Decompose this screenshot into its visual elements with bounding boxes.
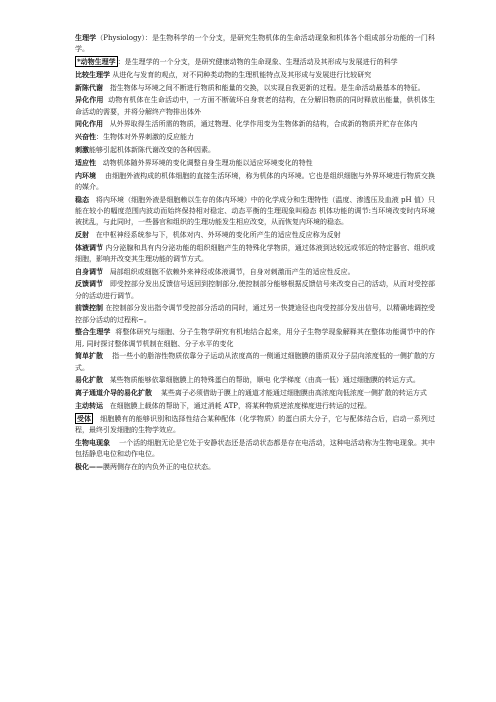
entry-humoral-regulation [75,242,435,265]
entry-metabolism [75,82,435,94]
entry-definition: 将整体研究与细胞、分子生物学研究有机地结合起来，用分子生物学现象解释其在整体功能调节中的作用, 同时探讨整体调节机制在细胞、分子水平的变化 [75,328,436,348]
entry-term: *动物生理学 [77,57,116,66]
entry-integrative-physiology [75,326,435,349]
entry-term: 反馈调节 [75,279,104,289]
entry-term: 刺激 [75,144,89,154]
entry-bioelectric-phenomenon [75,437,435,460]
entry-definition: 能够引起机体新陈代谢改变的各种因素。 [89,145,215,154]
entry-term: 新陈代谢 [75,82,103,92]
entry-comparative-physiology [75,69,435,81]
entry-term: 整合生理学 [75,327,111,337]
entry-definition: 在细胞膜上载体的帮助下，通过消耗 ATP，将某种物质逆浓度梯度进行转运的过程。 [109,401,371,410]
entry-simple-diffusion [75,350,435,373]
entry-term: 自身调节 [75,266,103,276]
entry-definition: （Physiology）：是生物科学的一个分支，是研究生物机体的生命活动现象和机体各个组成部分功能的一门科学。 [75,34,436,54]
entry-catabolism [75,94,435,117]
entry-definition: 膜两侧存在的内负外正的电位状态。 [103,462,215,471]
entry-term: 稳态 [75,194,90,204]
entry-definition: 在中枢神经系统参与下，机体对内、外环境的变化所产生的适应性反应称为反射 [95,230,341,239]
entry-homeostasis [75,194,435,229]
entry-anabolism [75,118,435,130]
entry-term: 异化作用 [75,95,104,105]
entry-definition: 由细胞外液构成的机体细胞的直接生活环境，称为机体的内环境。它也是组织细胞与外界环境进行物质交换的媒介。 [75,171,435,191]
entry-term: 主动转运 [75,400,103,410]
entry-receptor [75,413,435,436]
entry-term: 比较生理学 [75,69,110,79]
entry-definition: ：生物体对外界刺激的反应能力 [96,133,194,142]
entry-term: 同化作用 [75,119,103,129]
entry-definition: 指生物体与环境之间不断进行物质和能量的交换，以实现自我更新的过程。是生命活动最基本的特征。 [109,83,425,92]
entry-term: 前馈控制 [75,303,104,313]
entry-term: 极化—— [75,461,103,471]
entry-animal-physiology [75,56,435,68]
entry-definition: ：是生理学的一个分支，是研究健康动物的生命现象、生理活动及其形成与发展进行的科学 [117,58,398,66]
document-page [75,32,435,474]
entry-term: 反射 [75,229,89,239]
entry-term: 简单扩散 [75,351,104,361]
entry-internal-environment [75,170,435,193]
entry-definition: 一个活的细胞无论是它处于安静状态还是活动状态都是存在电活动，这种电活动称为生物电现象。其中包括静息电位和动作电位。 [75,438,436,458]
entry-term: 兴奋性 [75,132,96,142]
entry-definition: 指一些小的脂溶性物质依靠分子运动从浓度高的一侧通过细胞膜的脂质双分子层向浓度低的一侧扩散的方式。 [75,352,436,372]
entry-term: 生理学 [75,33,97,42]
entry-reflex [75,229,435,241]
entry-definition: 内分泌腺和具有内分泌功能的组织细胞产生的特殊化学物质，通过体液到达较远或邻近的特定器官、组织或细胞，影响并改变其生理功能的调节方式。 [75,243,436,263]
entry-term: 体液调节 [75,242,104,252]
entry-adaptability [75,157,435,169]
entry-term: 受体 [77,413,91,423]
entry-definition: 从进化与发育的观点，对不同种类动物的生理机能特点及其形成与发展进行比较研究 [112,70,372,79]
entry-channel-facilitated-diffusion [75,387,435,399]
entry-feedback-regulation [75,278,435,301]
entry-definition: 某些物质能够依靠细胞膜上的特殊蛋白的帮助，顺电 化学梯度（由高一低）通过细胞膜的转运方式。 [109,376,420,385]
entry-active-transport [75,400,435,412]
entry-definition: 细胞膜有的能够识别和选择性结合某种配体（化学物质）的蛋白质大分子，它与配体结合后，启动一系列过程，最终引发细胞的生物学效应。 [75,414,435,434]
entry-stimulus [75,144,435,156]
entry-definition: 动物机体随外界环境的变化调整自身生理功能以适应环境变化的特性 [102,158,313,167]
entry-physiology [75,32,435,55]
entry-term: 离子通道介导的易化扩散 [75,388,152,398]
entry-facilitated-diffusion [75,374,435,386]
entry-polarization [75,461,435,473]
entry-definition: 动物有机体在生命活动中，一方面不断破坏自身衰老的结构，在分解旧物质的同时释放出能量，供机体生命活动的需要，并将分解终产物排出体外 [75,96,436,116]
entry-definition: 局部组织或细胞不依赖外来神经或体液调节，自身对刺激而产生的适应性反应。 [109,267,355,276]
entry-excitability [75,131,435,143]
entry-definition: 从外界取得生活所需的物质，通过物理、化学作用变为生物体新的结构，合成新的物质并贮存在体内 [109,120,418,129]
entry-term: 内环境 [75,170,97,180]
entry-term: 适应性 [75,157,96,167]
entry-definition: 即受控部分发出反馈信号返回到控制部分,使控制部分能够根据反馈信号来改变自己的活动，从而对受控部分的活动进行调节。 [75,280,436,300]
entry-definition: 将内环境（细胞外液是细胞赖以生存的体内环境）中的化学成分和生理特性（温度、渗透压及血液 pH 值）只能在较小的幅度范围内波动而始终保持相对稳定、动态平衡的生理现象叫稳态 机体功能的调节:当环境改变时内环境被扰乱，与此同时，一些器官和组织的生理功能发生相应改变，从而恢复内环境的稳态。 [75,195,435,226]
entry-term: 生物电现象 [75,437,111,447]
entry-definition: 在控制部分发出指令调节受控部分活动的同时，通过另一快捷途径也向受控部分发出信号，以精确地调控受控部分活动的过程称~。 [75,304,436,324]
entry-definition: 某些离子必须借助于膜上的通道才能通过细胞膜由高浓度向低浓度一侧扩散的转运方式 [160,389,427,398]
entry-feedforward-control [75,302,435,325]
entry-term: 易化扩散 [75,375,103,385]
entry-autoregulation [75,266,435,278]
